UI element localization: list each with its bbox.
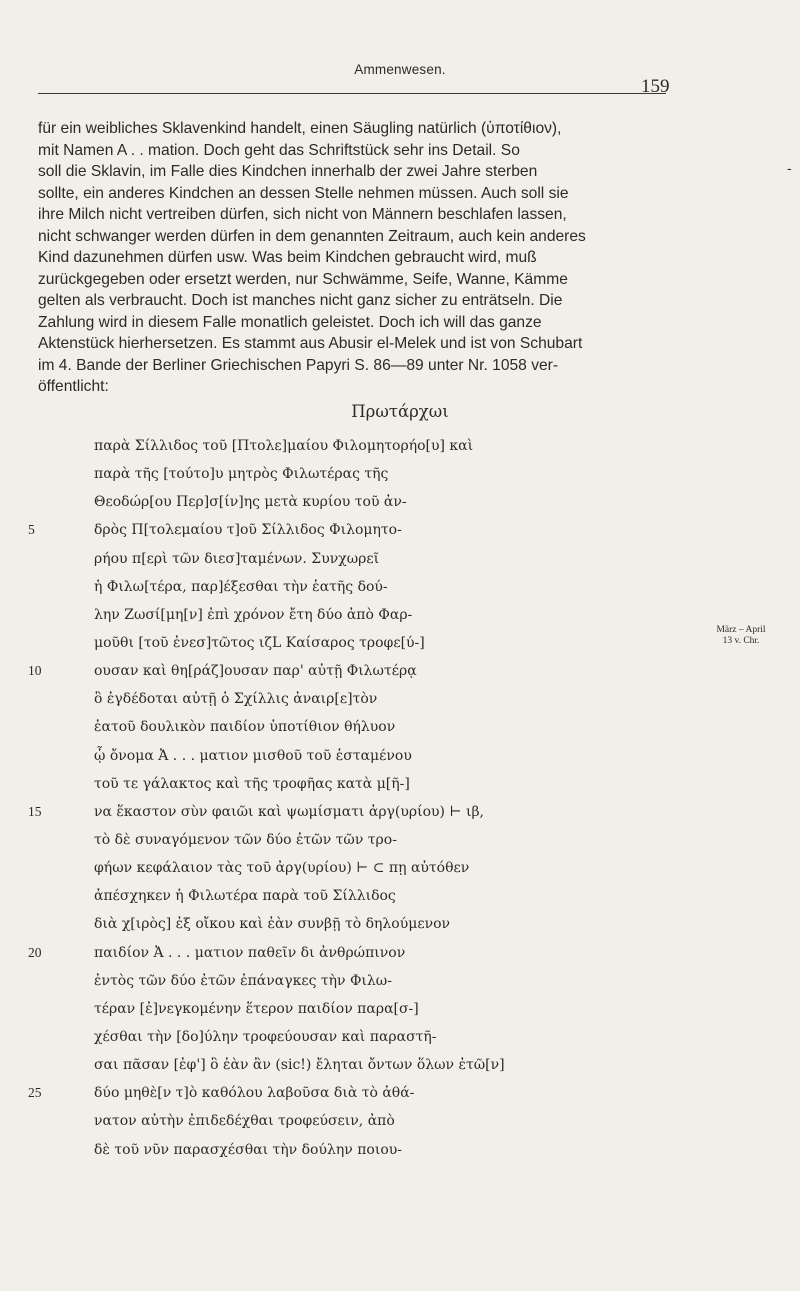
- papyrus-line-text: δρὸς Π[τολεμαίου τ]οῦ Σίλλιδος Φιλομητο-: [94, 522, 402, 539]
- papyrus-line-text: φήων κεφάλαιον τὰς τοῦ ἀργ(υρίου) ⊢ ⊂ πῃ αὐτόθεν: [94, 860, 470, 877]
- papyrus-line-text: μοῦθι [τοῦ ἐνεσ]τῶτος ιζL Καίσαρος τροφε[ύ-]: [94, 634, 425, 651]
- papyrus-line-text: ἡ Φιλω[τέρα, παρ]έξεσθαι τὴν ἑατῆς δού-: [94, 578, 388, 595]
- line-number: 20: [28, 944, 42, 960]
- body-text: [38, 118, 758, 398]
- papyrus-line: [0, 742, 800, 770]
- papyrus-line-text: ἐντὸς τῶν δύο ἐτῶν ἐπάναγκες τὴν Φιλω-: [94, 972, 392, 989]
- papyrus-line: [0, 545, 800, 573]
- text-line: Kind dazunehmen dürfen usw. Was beim Kindchen gebraucht wird, muß: [38, 249, 537, 266]
- page-number: 159: [641, 76, 670, 97]
- papyrus-line-text: παρὰ τῆς [τούτο]υ μητρὸς Φιλωτέρας τῆς: [94, 466, 389, 483]
- date-note-months: März – April: [716, 625, 766, 635]
- line-number: 25: [28, 1085, 42, 1101]
- line-number: 15: [28, 803, 42, 819]
- header-rule: [38, 93, 666, 94]
- papyrus-line-text: λην Ζωσί[μη[ν] ἐπὶ χρόνον ἔτη δύο ἀπὸ Φαρ-: [94, 606, 413, 623]
- text-line: mit Namen A . . mation. Doch geht das Schriftstück sehr ins Detail. So: [38, 141, 520, 159]
- papyrus-line: [0, 910, 800, 938]
- papyrus-line-text: Θεοδώρ[ου Περ]σ[ίν]ης μετὰ κυρίου τοῦ ἀν-: [94, 494, 407, 511]
- papyrus-line: [0, 882, 800, 910]
- papyrus-line-text: ουσαν καὶ θη[ράζ]ουσαν παρ' αὐτῇ Φιλωτέρᾳ: [94, 663, 417, 680]
- papyrus-line-text: ᾧ ὄνομα Ἀ . . . ματιον μισθοῦ τοῦ ἑσταμένου: [94, 747, 412, 764]
- text-line: zurückgegeben oder ersetzt werden, nur Schwämme, Seife, Wanne, Kämme: [38, 270, 568, 288]
- text-line: für ein weibliches Sklavenkind handelt, einen Säugling natürlich (ὑποτίθιον),: [38, 120, 562, 137]
- text-line: ihre Milch nicht vertreiben dürfen, sich nicht von Männern beschlafen lassen,: [38, 206, 567, 223]
- papyrus-heading: Πρωτάρχωι: [351, 402, 449, 421]
- papyrus-line: [0, 573, 800, 601]
- line-number: 10: [28, 663, 42, 679]
- papyrus-line: [0, 1107, 800, 1135]
- papyrus-line: [0, 798, 800, 826]
- papyrus-line: [0, 770, 800, 798]
- papyrus-line: [0, 967, 800, 995]
- text-line: soll die Sklavin, im Falle dies Kindchen innerhalb der zwei Jahre sterben: [38, 163, 538, 180]
- papyrus-line: [0, 516, 800, 544]
- papyrus-line-text: τέραν [ἐ]νεγκομένην ἕτερον παιδίον παρα[σ-]: [94, 1000, 419, 1017]
- papyrus-line: [0, 601, 800, 629]
- papyrus-line: [0, 939, 800, 967]
- papyrus-line-text: ἀπέσχηκεν ἡ Φιλωτέρα παρὰ τοῦ Σίλλιδος: [94, 888, 396, 905]
- papyrus-line-text: παρὰ Σίλλιδος τοῦ [Πτολε]μαίου Φιλομητορήο[υ] καὶ: [94, 438, 474, 454]
- papyrus-line: [0, 488, 800, 516]
- text-line: Zahlung wird in diesem Falle monatlich geleistet. Doch ich will das ganze: [38, 313, 542, 331]
- text-line: im 4. Bande der Berliner Griechischen Papyri S. 86—89 unter Nr. 1058 ver-: [38, 356, 559, 374]
- text-line: Aktenstück hierhersetzen. Es stammt aus Abusir el-Melek und ist von Schubart: [38, 335, 583, 352]
- text-line: sollte, ein anderes Kindchen an dessen Stelle nehmen müssen. Auch soll sie: [38, 184, 569, 202]
- papyrus-line: [0, 713, 800, 741]
- text-line: gelten als verbraucht. Doch ist manches nicht ganz sicher zu enträtseln. Die: [38, 292, 563, 309]
- date-margin-note: [707, 625, 775, 647]
- papyrus-line-text: δύο μηθὲ[ν τ]ὸ καθόλου λαβοῦσα διὰ τὸ ἀθά-: [94, 1085, 415, 1102]
- papyrus-line: [0, 460, 800, 488]
- text-line: öffentlicht:: [38, 378, 109, 395]
- papyrus-line-text: τοῦ τε γάλακτος καὶ τῆς τροφῆας κατὰ μ[ῆ-]: [94, 775, 410, 792]
- papyrus-line-text: τὸ δὲ συναγόμενον τῶν δύο ἐτῶν τῶν τρο-: [94, 831, 397, 848]
- papyrus-line-text: χέσθαι τὴν [δο]ύλην τροφεύουσαν καὶ παραστῆ-: [94, 1028, 437, 1045]
- papyrus-line-text: παιδίον Ἀ . . . ματιον παθεῖν δι ἀνθρώπινον: [94, 944, 406, 961]
- papyrus-line: [0, 854, 800, 882]
- date-note-year: 13 v. Chr.: [722, 636, 760, 646]
- papyrus-line: [0, 657, 800, 685]
- papyrus-line: [0, 1023, 800, 1051]
- papyrus-line: [0, 995, 800, 1023]
- papyrus-line: [0, 685, 800, 713]
- running-head: Ammenwesen.: [354, 62, 446, 77]
- text-line: nicht schwanger werden dürfen in dem genannten Zeitraum, auch kein anderes: [38, 227, 586, 245]
- papyrus-line: [0, 826, 800, 854]
- line-number: 5: [28, 522, 35, 538]
- papyrus-line-text: ρήου π[ερὶ τῶν διεσ]ταμένων. Συνχωρεῖ: [94, 550, 380, 567]
- papyrus-line: [0, 629, 800, 657]
- papyrus-line-text: νατον αὐτὴν ἐπιδεδέχθαι τροφεύσειν, ἀπὸ: [94, 1113, 395, 1130]
- papyrus-line: [0, 1051, 800, 1079]
- papyrus-text: [0, 432, 800, 1164]
- papyrus-line: [0, 1136, 800, 1164]
- papyrus-line-text: δὲ τοῦ νῦν παρασχέσθαι τὴν δούλην ποιου-: [94, 1141, 402, 1158]
- papyrus-line-text: ὃ ἐγδέδοται αὐτῇ ὁ Σχίλλις ἀναιρ[ε]τὸν: [94, 691, 378, 708]
- margin-mark: -: [787, 160, 792, 176]
- papyrus-line-text: σαι πᾶσαν [ἐφ'] ὃ ἐὰν ἂν (sic!) ἔληται ὄντων ὅλων ἐτῶ[ν]: [94, 1057, 505, 1074]
- papyrus-line: [0, 1079, 800, 1107]
- papyrus-line-text: να ἕκαστον σὺν φαιῶι καὶ ψωμίσματι ἀργ(υρίου) ⊢ ιβ,: [94, 803, 484, 820]
- papyrus-line-text: ἑατοῦ δουλικὸν παιδίον ὑποτίθιον θήλυον: [94, 719, 396, 736]
- papyrus-line-text: διὰ χ[ιρὸς] ἐξ οἴκου καὶ ἐὰν συνβῇ τὸ δηλούμενον: [94, 916, 451, 933]
- papyrus-line: [0, 432, 800, 460]
